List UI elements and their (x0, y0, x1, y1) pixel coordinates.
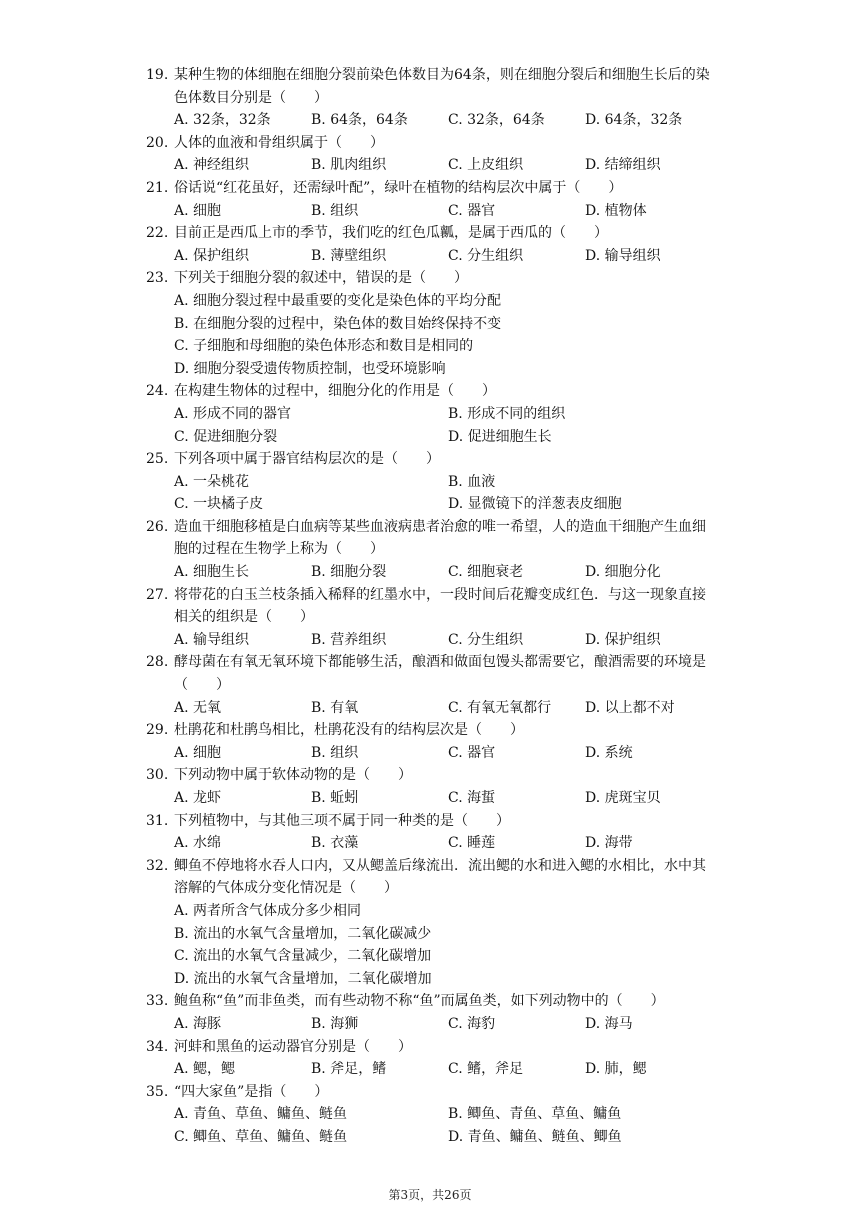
question-item (146, 764, 718, 809)
answer-option: B. 组织 (311, 744, 359, 761)
question-number: 21. (146, 179, 169, 196)
answer-option: B. 形成不同的组织 (448, 405, 566, 422)
answer-option: C. 有氧无氧都行 (448, 699, 552, 716)
option-group (174, 403, 718, 448)
answer-option: B. 蚯蚓 (311, 790, 359, 806)
question-item (146, 448, 718, 516)
answer-option: C. 海蜇 (448, 790, 496, 806)
question-number: 32. (146, 857, 169, 874)
answer-option: D. 显微镜下的洋葱表皮细胞 (448, 496, 622, 513)
option-group (174, 832, 718, 855)
answer-option: D. 细胞分裂受遗传物质控制，也受环境影响 (174, 360, 446, 377)
page-footer: 第3页，共26页 (388, 1188, 472, 1202)
question-text: 杜鹃花和杜鹃鸟相比，杜鹃花没有的结构层次是（ ） (174, 722, 524, 739)
answer-option: B. 组织 (311, 202, 359, 219)
question-number: 19. (146, 67, 169, 83)
option-group (174, 900, 718, 990)
answer-option: A. 细胞 (174, 202, 222, 219)
question-item (146, 1081, 718, 1149)
question-text: 造血干细胞移植是白血病等某些血液病患者治愈的唯一希望，人的造血干细胞产生血细胞的过程在生物学上称为（ ） (174, 518, 706, 558)
answer-option: D. 海带 (585, 835, 633, 852)
answer-option: B. 在细胞分裂的过程中，染色体的数目始终保持不变 (174, 315, 502, 332)
question-item (146, 267, 718, 380)
question-text: 鲍鱼称“鱼”而非鱼类，而有些动物不称“鱼”而属鱼类，如下列动物中的（ ） (174, 993, 665, 1010)
question-number: 35. (146, 1083, 169, 1100)
question-number: 20. (146, 134, 169, 151)
question-item (146, 855, 718, 991)
answer-option: A. 保护组织 (174, 247, 250, 264)
answer-option: B. 营养组织 (311, 631, 387, 648)
answer-option: C. 睡莲 (448, 835, 496, 852)
question-stem (146, 764, 718, 787)
question-stem (146, 222, 718, 245)
answer-option: C. 鲫鱼、草鱼、鳙鱼、鲢鱼 (174, 1128, 348, 1145)
question-number: 30. (146, 767, 169, 784)
question-number: 25. (146, 451, 169, 468)
option-group (174, 471, 718, 516)
question-item (146, 810, 718, 855)
question-number: 24. (146, 383, 169, 400)
answer-option: A. 无氧 (174, 699, 222, 716)
answer-option: D. 以上都不对 (585, 699, 675, 716)
answer-option: D. 青鱼、鳙鱼、鲢鱼、鲫鱼 (448, 1128, 622, 1145)
answer-option: B. 鲫鱼、青鱼、草鱼、鳙鱼 (448, 1106, 622, 1123)
question-number: 26. (146, 518, 169, 535)
option-group (174, 561, 718, 584)
question-stem (146, 651, 718, 696)
question-stem (146, 719, 718, 742)
answer-option: A. 两者所含气体成分多少相同 (174, 902, 362, 919)
question-number: 31. (146, 812, 169, 829)
answer-option: C. 上皮组织 (448, 157, 524, 174)
answer-option: A. 细胞生长 (174, 564, 250, 581)
answer-option: A. 输导组织 (174, 631, 250, 648)
question-stem (146, 1036, 718, 1059)
question-text: 俗话说“红花虽好，还需绿叶配”，绿叶在植物的结构层次中属于（ ） (174, 179, 623, 196)
question-stem (146, 855, 718, 900)
question-number: 29. (146, 722, 169, 739)
answer-option: D. 肺，鳃 (585, 1061, 647, 1078)
option-group (174, 1013, 718, 1036)
question-number: 23. (146, 270, 169, 287)
answer-option: C. 子细胞和母细胞的染色体形态和数目是相同的 (174, 338, 474, 355)
question-stem (146, 177, 718, 200)
option-group (174, 697, 718, 720)
option-group (174, 154, 718, 177)
question-text: 将带花的白玉兰枝条插入稀释的红墨水中，一段时间后花瓣变成红色．与这一现象直接相关的组织是（ ） (174, 586, 706, 626)
question-stem (146, 584, 718, 629)
question-text: 下列关于细胞分裂的叙述中，错误的是（ ） (174, 270, 468, 287)
option-group (174, 1058, 718, 1081)
answer-option: B. 衣藻 (311, 835, 359, 852)
question-text: 酵母菌在有氧无氧环境下都能够生活，酿酒和做面包馒头都需要它，酿酒需要的环境是（ ） (174, 654, 706, 694)
question-stem (146, 516, 718, 561)
answer-option: B. 肌肉组织 (311, 157, 387, 174)
question-stem (146, 380, 718, 403)
question-number: 22. (146, 225, 169, 242)
answer-option: B. 海狮 (311, 1015, 359, 1032)
question-text: 目前正是西瓜上市的季节，我们吃的红色瓜瓤，是属于西瓜的（ ） (174, 225, 608, 242)
question-stem (146, 267, 718, 290)
option-group (174, 290, 718, 380)
option-group (174, 1103, 718, 1148)
answer-option: D. 促进细胞生长 (448, 428, 552, 445)
question-text: 人体的血液和骨组织属于（ ） (174, 134, 384, 151)
question-item (146, 584, 718, 652)
answer-option: D. 64条，32条 (585, 112, 683, 129)
question-item (146, 177, 718, 222)
question-number: 27. (146, 586, 169, 603)
option-group (174, 787, 718, 810)
answer-option: D. 输导组织 (585, 247, 661, 264)
question-text: 鲫鱼不停地将水吞人口内，又从鳃盖后缘流出．流出鳃的水和进入鳃的水相比，水中其溶解的气体成分变化情况是（ ） (174, 857, 706, 897)
answer-option: D. 细胞分化 (585, 564, 661, 581)
answer-option: A. 32条，32条 (174, 112, 271, 129)
option-group (174, 109, 718, 132)
answer-option: B. 斧足，鳍 (311, 1061, 387, 1078)
answer-option: C. 流出的水氧气含量减少，二氧化碳增加 (174, 948, 432, 965)
question-item (146, 1036, 718, 1081)
answer-option: B. 64条，64条 (311, 112, 408, 129)
answer-option: A. 海豚 (174, 1015, 222, 1032)
question-list (146, 64, 718, 1149)
option-group (174, 629, 718, 652)
question-stem (146, 64, 718, 109)
question-number: 28. (146, 654, 169, 671)
answer-option: A. 一朵桃花 (174, 473, 250, 490)
answer-option: C. 一块橘子皮 (174, 496, 264, 513)
question-item (146, 380, 718, 448)
answer-option: A. 细胞分裂过程中最重要的变化是染色体的平均分配 (174, 292, 502, 309)
answer-option: B. 血液 (448, 473, 496, 490)
question-text: 河蚌和黑鱼的运动器官分别是（ ） (174, 1038, 412, 1055)
question-item (146, 222, 718, 267)
question-number: 33. (146, 993, 169, 1010)
answer-option: D. 系统 (585, 744, 633, 761)
answer-option: A. 细胞 (174, 744, 222, 761)
question-text: 下列植物中，与其他三项不属于同一种类的是（ ） (174, 812, 510, 829)
question-stem (146, 448, 718, 471)
answer-option: C. 细胞衰老 (448, 564, 524, 581)
answer-option: C. 器官 (448, 744, 496, 761)
answer-option: C. 32条，64条 (448, 112, 545, 129)
answer-option: D. 植物体 (585, 202, 647, 219)
answer-option: C. 海豹 (448, 1015, 496, 1032)
answer-option: C. 分生组织 (448, 247, 524, 264)
question-item (146, 516, 718, 584)
answer-option: A. 鳃，鳃 (174, 1061, 236, 1078)
question-stem (146, 810, 718, 833)
question-stem (146, 1081, 718, 1104)
question-item (146, 651, 718, 719)
question-stem (146, 990, 718, 1013)
answer-option: B. 有氧 (311, 699, 359, 716)
question-item (146, 990, 718, 1035)
answer-option: A. 龙虾 (174, 790, 222, 806)
answer-option: D. 虎斑宝贝 (585, 790, 661, 806)
answer-option: A. 水绵 (174, 835, 222, 852)
answer-option: B. 流出的水氧气含量增加，二氧化碳减少 (174, 925, 432, 942)
question-item (146, 132, 718, 177)
question-item (146, 64, 718, 132)
answer-option: D. 海马 (585, 1015, 633, 1032)
answer-option: A. 青鱼、草鱼、鳙鱼、鲢鱼 (174, 1106, 348, 1123)
option-group (174, 245, 718, 268)
question-stem (146, 132, 718, 155)
option-group (174, 200, 718, 223)
question-item (146, 719, 718, 764)
answer-option: C. 器官 (448, 202, 496, 219)
answer-option: A. 神经组织 (174, 157, 250, 174)
answer-option: B. 细胞分裂 (311, 564, 387, 581)
answer-option: A. 形成不同的器官 (174, 405, 292, 422)
question-text: 在构建生物体的过程中，细胞分化的作用是（ ） (174, 383, 496, 400)
question-text: 下列各项中属于器官结构层次的是（ ） (174, 451, 440, 468)
question-text: 某种生物的体细胞在细胞分裂前染色体数目为64条，则在细胞分裂后和细胞生长后的染色体数目分别是（ ） (174, 67, 710, 106)
answer-option: B. 薄壁组织 (311, 247, 387, 264)
answer-option: C. 促进细胞分裂 (174, 428, 278, 445)
question-text: 下列动物中属于软体动物的是（ ） (174, 767, 412, 784)
answer-option: D. 流出的水氧气含量增加，二氧化碳增加 (174, 970, 432, 987)
option-group (174, 742, 718, 765)
question-text: “四大家鱼”是指（ ） (174, 1083, 329, 1100)
question-number: 34. (146, 1038, 169, 1055)
answer-option: D. 结缔组织 (585, 157, 661, 174)
answer-option: D. 保护组织 (585, 631, 661, 648)
answer-option: C. 分生组织 (448, 631, 524, 648)
answer-option: C. 鳍，斧足 (448, 1061, 524, 1078)
